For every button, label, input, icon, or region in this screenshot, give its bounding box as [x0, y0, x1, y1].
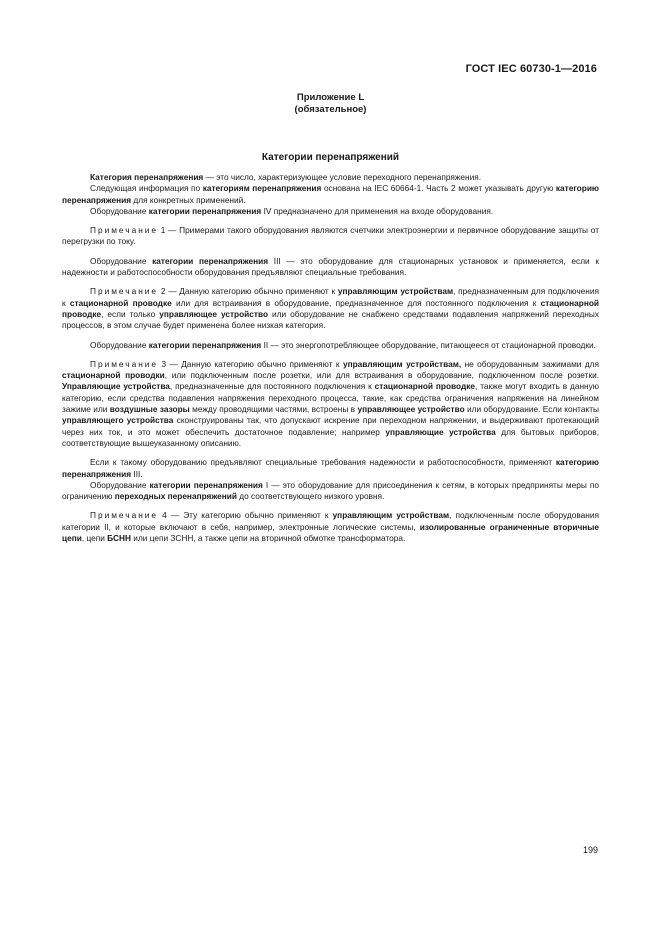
term-bold: Управляющие устройства: [62, 381, 170, 392]
paragraph: [62, 172, 599, 183]
note-label: Примечание: [90, 358, 159, 369]
note-paragraph: [62, 286, 599, 331]
text-run: Следующая информация по: [90, 183, 203, 194]
text-run: или оборудование. Если контакты: [464, 404, 599, 415]
term-bold: стационарной проводки: [62, 370, 165, 381]
text-run: между проводящими частями, встроены в: [189, 404, 358, 415]
body-text: [62, 172, 599, 544]
term-bold: категориям перенапряжения: [202, 183, 322, 194]
term-bold: управляющим устройствам: [332, 510, 450, 521]
text-run: — это число, характеризующее условие переходного перенапряжения.: [203, 172, 482, 182]
term-bold: БСНН: [107, 533, 131, 544]
text-run: для бытовых приборов, соответствующие вышеуказанному описанию.: [62, 426, 600, 448]
text-run: , предназначенным для подключения к: [62, 286, 599, 308]
text-run: основана на IEC 60664-1. Часть 2 может указывать другую: [321, 183, 556, 194]
note-label: Примечание: [90, 225, 159, 236]
note-paragraph: [62, 510, 599, 544]
text-run: Оборудование: [90, 205, 149, 216]
term-bold: Категория перенапряжения: [90, 172, 204, 182]
term-bold: управляющего устройства: [62, 415, 174, 426]
term-bold: управляющие устройства: [385, 426, 496, 437]
text-run: — Примерами такого оборудования являются счетчики электроэнергии и первичное оборудование защиты от перегрузки по току.: [62, 225, 599, 247]
text-run: , предназначенные для постоянного подключения к: [169, 381, 375, 392]
note-number: 4: [162, 510, 167, 521]
term-bold: категории перенапряжения: [152, 255, 269, 266]
note-number: 2: [160, 286, 166, 297]
text-run: или для встраивания в оборудование, предназначенное для постоянного подключения к: [171, 297, 541, 308]
text-run: не оборудованным зажимами для: [461, 358, 600, 369]
text-run: , цепи: [81, 533, 108, 544]
text-run: III.: [131, 468, 143, 479]
text-run: Оборудование: [90, 479, 150, 490]
term-bold: управляющим устройствам,: [342, 358, 462, 369]
note-label: Примечание: [90, 286, 159, 297]
note-number: 1: [160, 225, 166, 236]
term-bold: категории перенапряжения: [149, 479, 263, 490]
text-run: до соответствующего низкого уровня.: [236, 491, 385, 502]
text-run: или оборудование не снабжено средствами подавления напряжений переходных процессов, в этом случае будет применена более низкая категория.: [62, 308, 599, 331]
note-paragraph: [62, 359, 599, 449]
term-bold: управляющим устройствам: [337, 286, 454, 297]
text-run: Оборудование: [90, 255, 153, 266]
term-bold: категории перенапряжения: [148, 205, 262, 216]
text-run: , если только: [101, 308, 160, 319]
note-label: Примечание: [90, 510, 159, 521]
text-run: — Данную категорию обычно применяют к: [165, 286, 338, 297]
text-run: , также могут входить в данную категорию, если средства подавления напряжения переходного процесса, такие, как средства ограничения напряжения на линейном зажиме или: [62, 381, 599, 415]
term-bold: стационарной проводке: [374, 381, 476, 392]
text-run: , подключенным после оборудования категории II, и которые включают в себя, например, электронные логические системы,: [62, 510, 599, 532]
paragraph: [62, 340, 599, 351]
note-paragraph: [62, 225, 599, 248]
page-number: 199: [582, 845, 598, 855]
term-bold: категорию перенапряжения: [62, 457, 599, 479]
term-bold: управляющее устройство: [357, 404, 465, 415]
text-run: или цепи ЗСНН, а также цепи на вторичной обмотке трансформатора.: [131, 533, 406, 544]
text-run: , или подключенным после розетки, или для встраивания в оборудование, подключенном после розетки.: [164, 370, 600, 381]
document-standard-header: ГОСТ IEC 60730-1—2016: [465, 63, 597, 75]
note-number: 3: [161, 358, 167, 369]
text-run: IV предназначено для применения на входе оборудования.: [261, 205, 494, 216]
term-bold: категории перенапряжения: [148, 339, 262, 350]
paragraph: [62, 256, 599, 279]
term-bold: управляющее устройство: [159, 308, 269, 319]
term-bold: категорию перенапряжения: [62, 183, 600, 205]
text-run: сконструированы так, что допускают искрение при переходном напряжении, и выдерживают протекающий через них ток, и это может обеспечить достаточное подавление; например: [62, 415, 600, 437]
term-bold: переходных перенапряжений: [114, 491, 237, 502]
paragraph: [62, 457, 599, 480]
appendix-title: Приложение L: [296, 92, 365, 103]
term-bold: воздушные зазоры: [109, 404, 190, 415]
text-run: I — это оборудование для присоединения к сетям, в которых предприняты меры по ограничению: [62, 479, 599, 502]
paragraph: [62, 183, 599, 206]
appendix-status: (обязательное): [294, 104, 367, 115]
text-run: Оборудование: [90, 339, 149, 350]
text-run: Если к такому оборудованию предъявляют специальные требования надежности и работоспособности, применяют: [90, 457, 556, 468]
term-bold: стационарной проводке: [62, 297, 600, 319]
appendix-heading: [0, 92, 661, 116]
term-bold: стационарной проводке: [69, 297, 172, 308]
paragraph: [62, 480, 599, 503]
text-run: для конкретных применений.: [131, 194, 246, 205]
text-run: III — это оборудование для стационарных установок и применяется, если к надежности и работоспособности оборудования предъявляют специальные требования.: [62, 255, 600, 278]
section-title: Категории перенапряжений: [261, 152, 400, 163]
text-run: — Данную категорию обычно применяют к: [166, 358, 343, 369]
text-run: II — это энергопотребляющее оборудование, питающееся от стационарной проводки.: [261, 339, 596, 350]
paragraph: [62, 206, 599, 217]
text-run: — Эту категорию обычно применяют к: [166, 510, 333, 521]
term-bold: изолированные ограниченные вторичные цепи: [62, 521, 599, 544]
